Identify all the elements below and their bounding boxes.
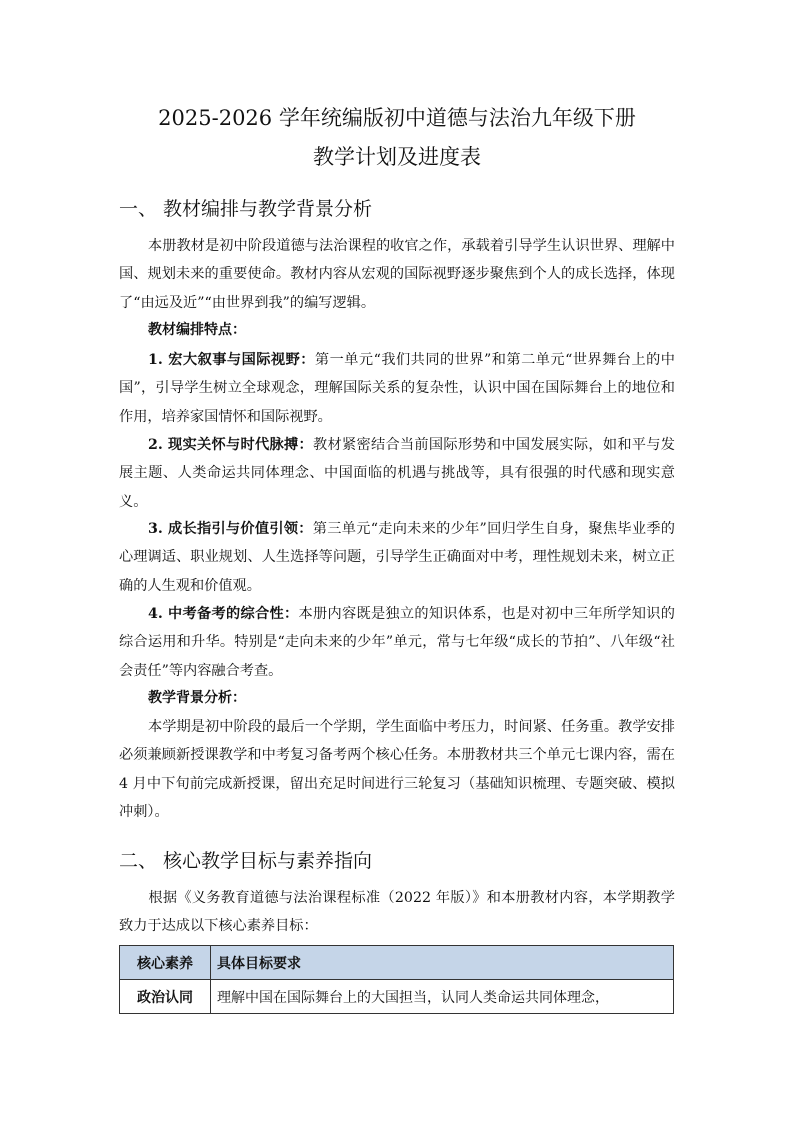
background-label: 教学背景分析： [148,690,246,706]
features-label: 教材编排特点： [148,322,246,338]
feature-item-4 [119,600,675,685]
feature-item-2 [119,431,675,516]
feature-title: 1. 宏大叙事与国际视野： [148,352,315,368]
feature-title: 3. 成长指引与价值引领： [148,521,313,537]
table-cell-goal: 理解中国在国际舞台上的大国担当，认同人类命运共同体理念， [211,980,674,1014]
feature-text: 本册内容既是独立的知识体系，也是对初中三年所学知识的综合运用和升华。特别是“走向未来的少年”单元，常与七年级“成长的节拍”、八年级“社会责任”等内容融合考查。 [119,606,675,679]
table-row [120,980,674,1014]
core-literacy-table [119,945,674,1014]
feature-text: 第一单元“我们共同的世界”和第二单元“世界舞台上的中国”，引导学生树立全球观念，理解国际关系的复杂性，认识中国在国际舞台上的地位和作用，培养家国情怀和国际视野。 [119,352,675,425]
feature-text: 第三单元“走向未来的少年”回归学生自身，聚焦毕业季的心理调适、职业规划、人生选择等问题，引导学生正确面对中考，理性规划未来，树立正确的人生观和价值观。 [119,521,675,594]
section2-heading: 二、 核心教学目标与素养指向 [119,850,373,872]
section2-intro-text: 根据《义务教育道德与法治课程标准（2022 年版）》和本册教材内容，本学期教学致力于达成以下核心素养目标： [119,890,675,935]
document-title-line1: 2025-2026 学年统编版初中道德与法治九年级下册 [158,106,636,130]
feature-title: 4. 中考备考的综合性： [148,606,299,622]
section1-heading: 一、 教材编排与教学背景分析 [119,198,373,220]
section1-intro-text: 本册教材是初中阶段道德与法治课程的收官之作，承载着引导学生认识世界、理解中国、规划未来的重要使命。教材内容从宏观的国际视野逐步聚焦到个人的成长选择，体现了“由远及近”“由世界到我”的编写逻辑。 [119,238,675,311]
feature-item-1 [119,346,675,431]
background-text: 本学期是初中阶段的最后一个学期，学生面临中考压力，时间紧、任务重。教学安排必须兼顾新授课教学和中考复习备考两个核心任务。本册教材共三个单元七课内容，需在 4 月中下旬前完成新授课，留出充足时间进行三轮复习（基础知识梳理、专题突破、模拟冲刺）。 [119,719,675,820]
feature-item-3 [119,515,675,600]
feature-text: 教材紧密结合当前国际形势和中国发展实际，如和平与发展主题、人类命运共同体理念、中国面临的机遇与挑战等，具有很强的时代感和现实意义。 [119,437,675,510]
background-paragraph [119,713,675,826]
table-header-cell: 具体目标要求 [211,946,674,980]
feature-title: 2. 现实关怀与时代脉搏： [148,437,313,453]
document-title-line2: 教学计划及进度表 [313,145,481,169]
section1-intro [119,232,675,317]
table-cell-literacy: 政治认同 [120,980,211,1014]
table-header-row [120,946,674,980]
table-header-cell: 核心素养 [120,946,211,980]
section2-intro [119,884,675,941]
